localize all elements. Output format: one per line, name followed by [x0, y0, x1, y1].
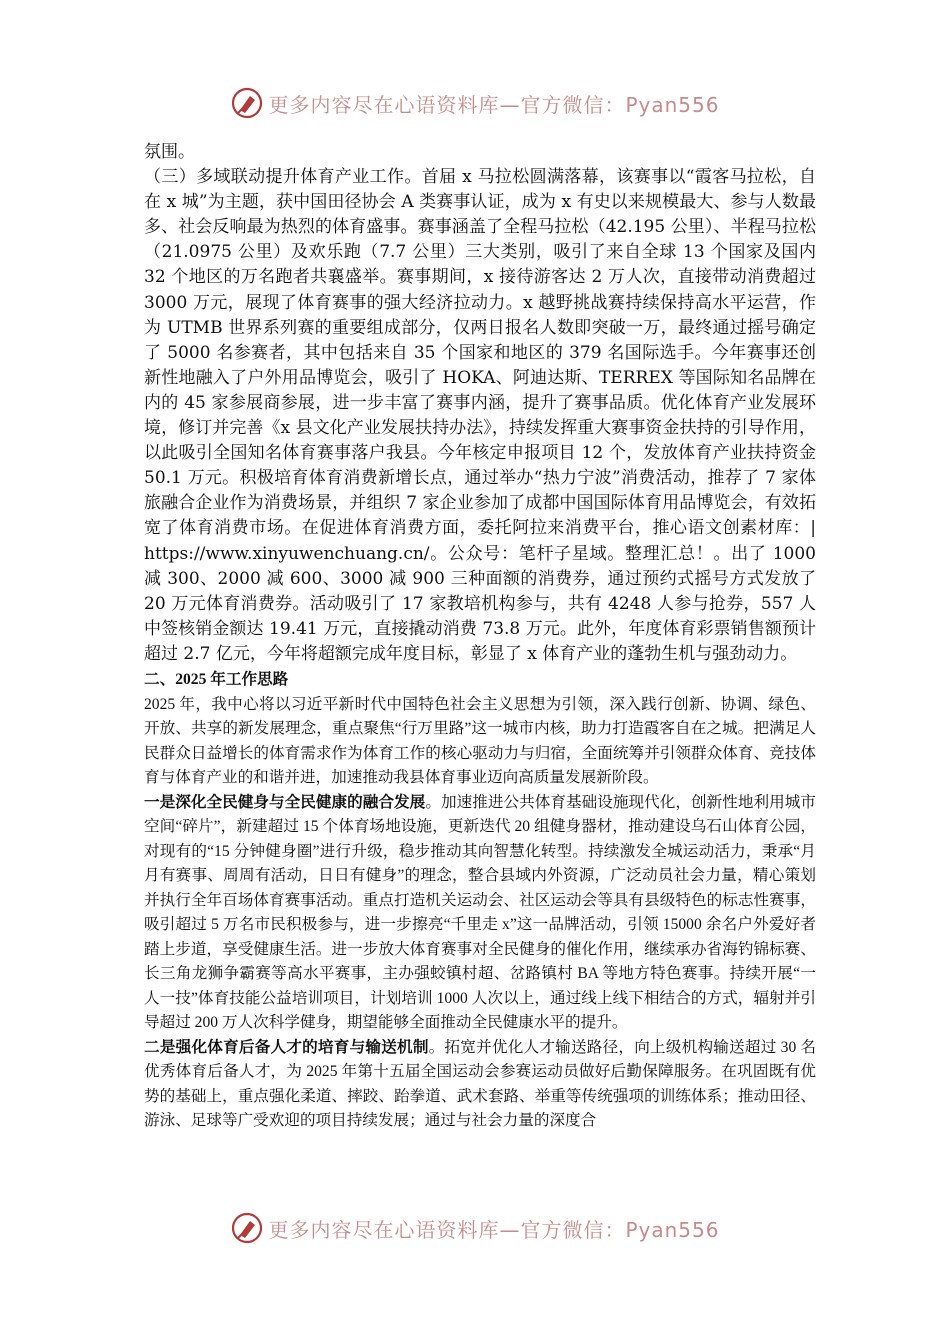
watermark-text: 更多内容尽在心语资料库—官方微信：Pyan556: [268, 1217, 720, 1242]
document-body: [144, 140, 816, 1134]
watermark-header: [0, 83, 950, 123]
item-2-lead: 二是强化体育后备人才的培育与输送机制: [144, 1038, 429, 1056]
pen-nib-logo-icon: [230, 86, 264, 120]
heading-2025-plan: 二、2025 年工作思路: [144, 670, 289, 688]
section-3-paragraph: （三）多域联动提升体育产业工作。首届 x 马拉松圆满落幕，该赛事以“霞客马拉松，自在 x 城”为主题，获中国田径协会 A 类赛事认证，成为 x 有史以来规模最大、参与人数最多、社会反响最为热烈的体育盛事。赛事涵盖了全程马拉松（42.195 公里）、半程马拉松（21.0975 公里）及欢乐跑（7.7 公里）三大类别，吸引了来自全球 13 个国家及国内 32 个地区的万名跑者共襄盛举。赛事期间，x 接待游客达 2 万人次，直接带动消费超过 3000 万元，展现了体育赛事的强大经济拉动力。x 越野挑战赛持续保持高水平运营，作为 UTMB 世界系列赛的重要组成部分，仅两日报名人数即突破一万，最终通过摇号确定了 5000 名参赛者，其中包括来自 35 个国家和地区的 379 名国际选手。今年赛事还创新性地融入了户外用品博览会，吸引了 HOKA、阿迪达斯、TERREX 等国际知名品牌在内的 45 家参展商参展，进一步丰富了赛事内涵，提升了赛事品质。优化体育产业发展环境，修订并完善《x 县文化产业发展扶持办法》，持续发挥重大赛事资金扶持的引导作用，以此吸引全国知名体育赛事落户我县。今年核定申报项目 12 个，发放体育产业扶持资金 50.1 万元。积极培育体育消费新增长点，通过举办“热力宁波”消费活动，推荐了 7 家体旅融合企业作为消费场景，并组织 7 家企业参加了成都中国国际体育用品博览会，有效拓宽了体育消费市场。在促进体育消费方面，委托阿拉来消费平台，推心语文创素材库：| https://www.xinyuwenchuang.cn/。公众号：笔杆子星域。整理汇总！。出了 1000 减 300、2000 减 600、3000 减 900 三种面额的消费券，通过预约式摇号方式发放了 20 万元体育消费券。活动吸引了 17 家教培机构参与，共有 4248 人参与抢券，557 人中签核销金额达 19.41 万元，直接撬动消费 73.8 万元。此外，年度体育彩票销售额预计超过 2.7 亿元，今年将超额完成年度目标，彰显了 x 体育产业的蓬勃生机与强劲动力。: [144, 167, 816, 664]
watermark-footer: [0, 1208, 950, 1248]
item-1-lead: 一是深化全民健身与全民健康的融合发展: [144, 793, 426, 811]
continuation-text: 氛围。: [144, 142, 195, 162]
item-2-paragraph: [144, 1036, 816, 1134]
item-1-body: 。加速推进公共体育基础设施现代化，创新性地利用城市空间“碎片”，新建超过 15 个体育场地设施，更新迭代 20 组健身器材，推动建设乌石山体育公园，对现有的“15 分钟健身圈”进行升级，稳步推动其向智慧化转型。持续激发全城运动活力，秉承“月月有赛事、周周有活动，日日有健身”的理念，整合县域内外资源，广泛动员社会力量，精心策划并执行全年百场体育赛事活动。重点打造机关运动会、社区运动会等具有县级特色的标志性赛事，吸引超过 5 万名市民积极参与，进一步擦亮“千里走 x”这一品牌活动，引领 15000 余名户外爱好者踏上步道，享受健康生活。进一步放大体育赛事对全民健身的催化作用，继续承办省海钓锦标赛、长三角龙狮争霸赛等高水平赛事，主办强蛟镇村超、岔路镇村 BA 等地方特色赛事。持续开展“一人一技”体育技能公益培训项目，计划培训 1000 人次以上，通过线上线下相结合的方式，辐射并引导超过 200 万人次科学健身，期望能够全面推动全民健康水平的提升。: [144, 793, 816, 1032]
intro-2025-paragraph: 2025 年，我中心将以习近平新时代中国特色社会主义思想为引领，深入践行创新、协调、绿色、开放、共享的新发展理念，重点聚焦“行万里路”这一城市内核，助力打造霞客自在之城。把满足人民群众日益增长的体育需求作为体育工作的核心驱动力与归宿，全面统筹并引领群众体育、竞技体育与体育产业的和谐并进，加速推动我县体育事业迈向高质量发展新阶段。: [144, 695, 816, 787]
item-2-body: 。拓宽并优化人才输送路径，向上级机构输送超过 30 名优秀体育后备人才，为 2025 年第十五届全国运动会参赛运动员做好后勤保障服务。在巩固既有优势的基础上，重点强化柔道、摔跤、跆拳道、武术套路、举重等传统强项的训练体系；推动田径、游泳、足球等广受欢迎的项目持续发展；通过与社会力量的深度合: [144, 1038, 816, 1130]
pen-nib-logo-icon: [230, 1211, 264, 1245]
watermark-text: 更多内容尽在心语资料库—官方微信：Pyan556: [268, 92, 720, 117]
item-1-paragraph: [144, 791, 816, 1036]
